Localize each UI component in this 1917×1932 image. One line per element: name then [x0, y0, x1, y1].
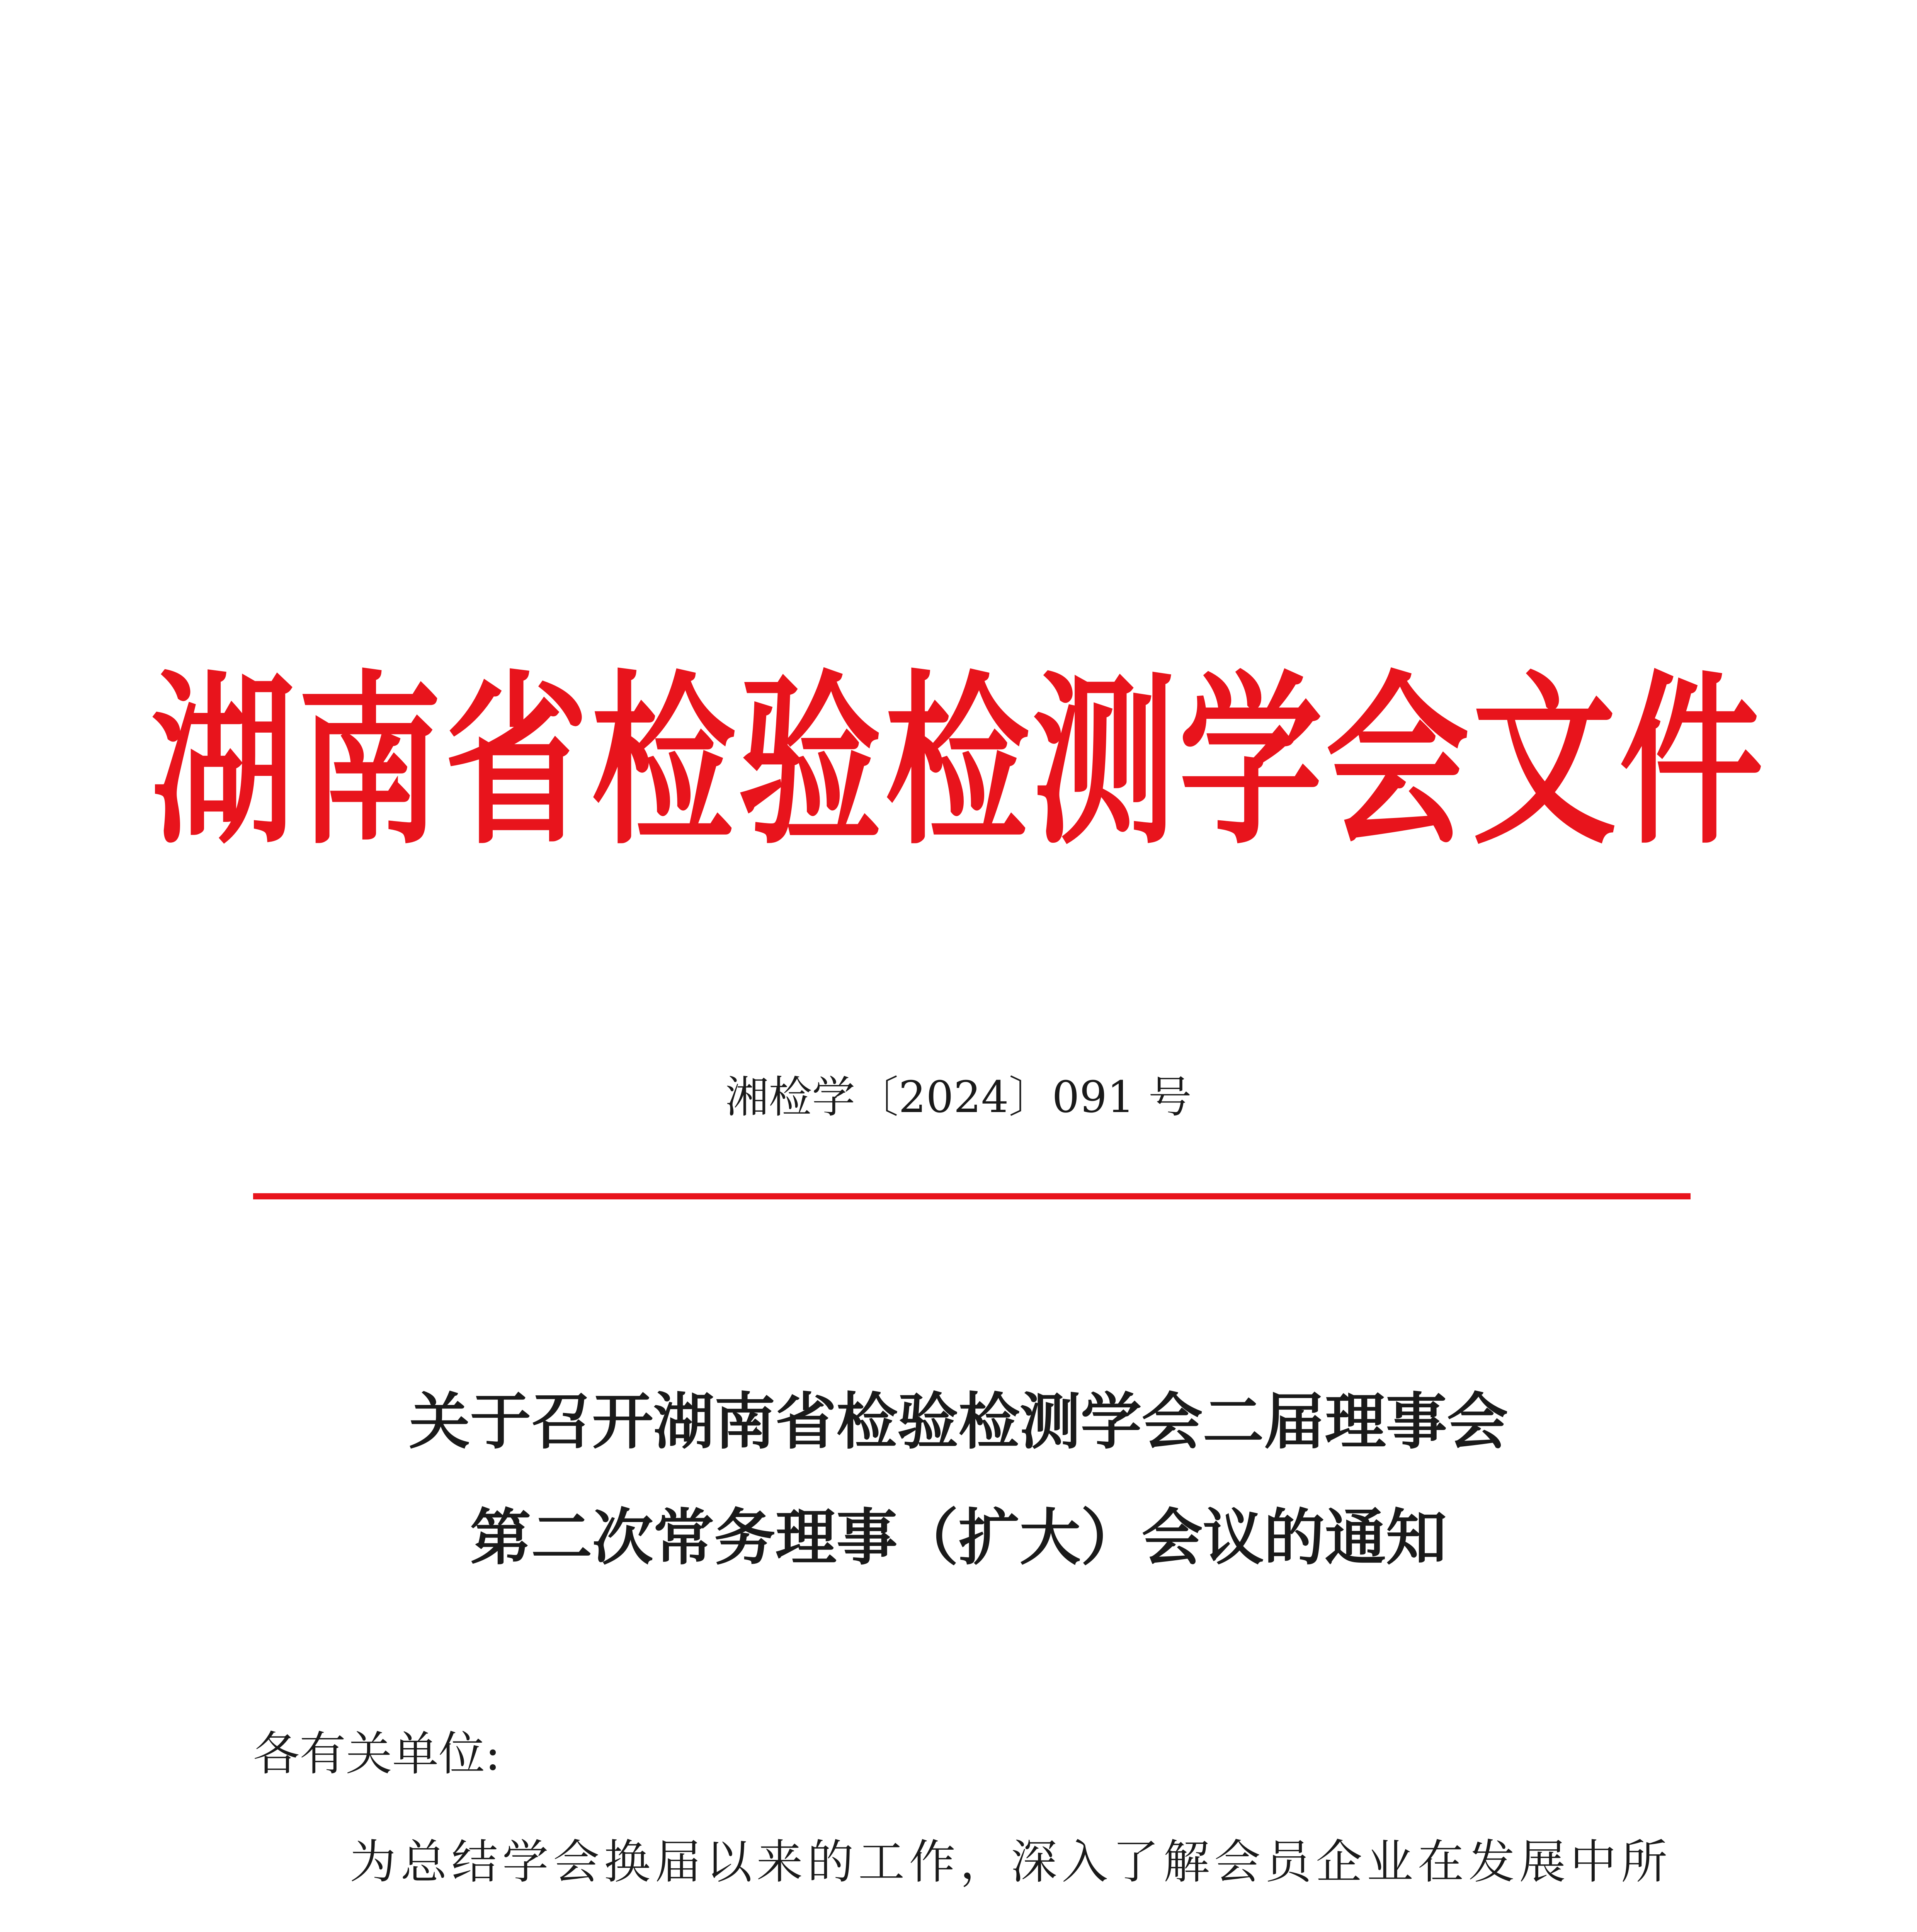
document-header-title: 湖南省检验检测学会文件 [151, 655, 1766, 869]
body-line: 为总结学会换届以来的工作，深入了解会员企业在发展中所 [350, 1835, 1667, 1889]
notice-title-line-2: 第二次常务理事（扩大）会议的通知 [470, 1502, 1447, 1573]
salutation: 各有关单位: [253, 1727, 501, 1781]
notice-title-line-1: 关于召开湖南省检验检测学会二届理事会 [409, 1386, 1508, 1458]
document-number: 湘检学〔2024〕091 号 [725, 1072, 1192, 1122]
red-divider-line [253, 1193, 1691, 1199]
